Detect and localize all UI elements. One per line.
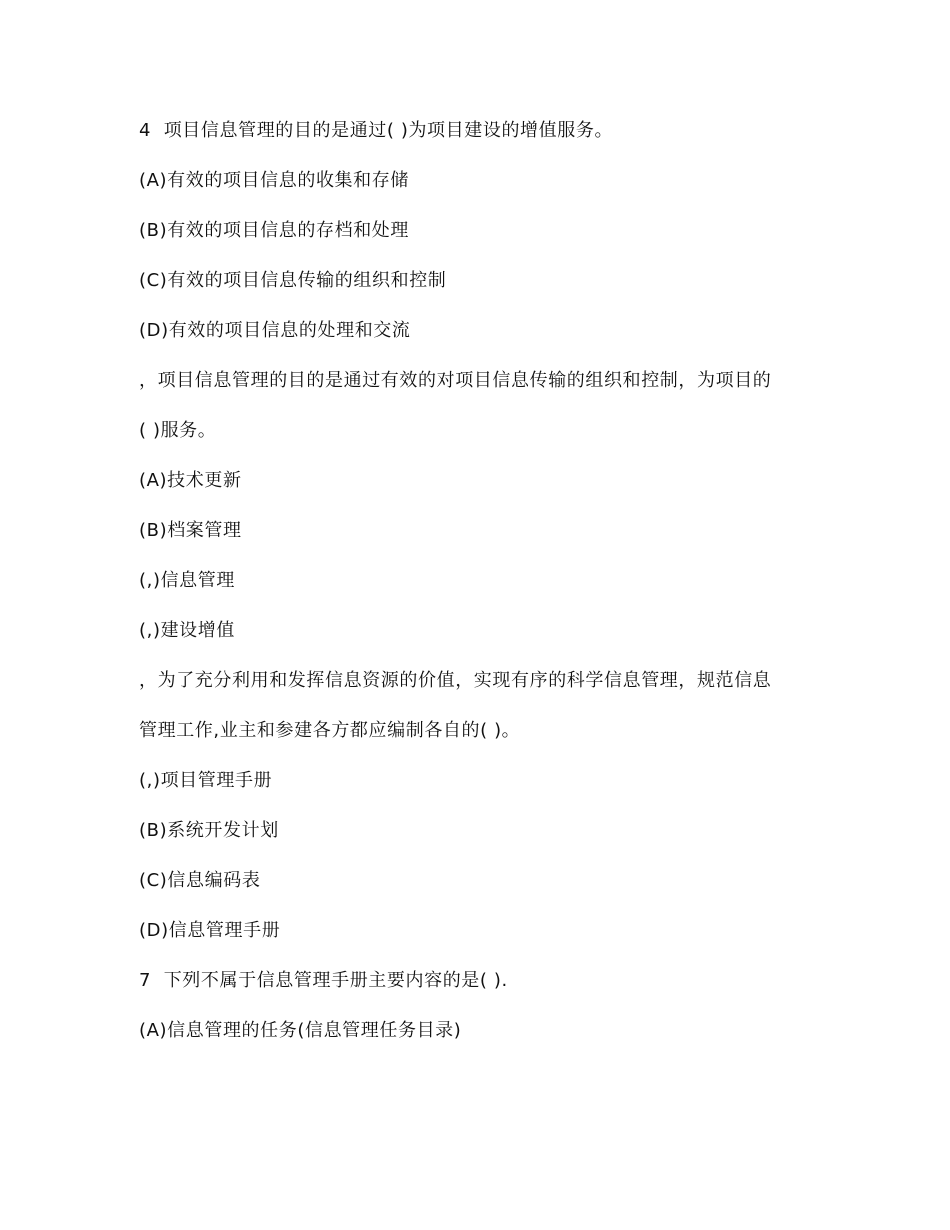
question-5-option-c: (,)信息管理 [139, 570, 235, 591]
question-4-stem: 4 项目信息管理的目的是通过( )为项目建设的增值服务。 [139, 120, 614, 141]
question-4-option-b: (B)有效的项目信息的存档和处理 [139, 220, 409, 241]
question-4-option-c: (C)有效的项目信息传输的组织和控制 [139, 270, 447, 291]
question-6-option-b: (B)系统开发计划 [139, 820, 279, 841]
question-6-option-d: (D)信息管理手册 [139, 920, 281, 941]
question-4-option-a: (A)有效的项目信息的收集和存储 [139, 170, 409, 191]
question-7-option-a: (A)信息管理的任务(信息管理任务目录) [139, 1020, 462, 1041]
question-7-stem: 7 下列不属于信息管理手册主要内容的是( ). [139, 970, 508, 991]
document-body [139, 116, 814, 1066]
question-5-stem-continued: ( )服务。 [139, 420, 217, 441]
question-6-option-c: (C)信息编码表 [139, 870, 261, 891]
question-4-option-d: (D)有效的项目信息的处理和交流 [139, 320, 411, 341]
question-6-stem-continued: 管理工作,业主和参建各方都应编制各自的( )。 [139, 720, 521, 741]
question-5-stem: ，项目信息管理的目的是通过有效的对项目信息传输的组织和控制，为项目的 [139, 370, 772, 391]
question-6-stem: ，为了充分利用和发挥信息资源的价值，实现有序的科学信息管理，规范信息 [139, 670, 772, 691]
question-5-option-b: (B)档案管理 [139, 520, 242, 541]
question-5-option-a: (A)技术更新 [139, 470, 242, 491]
question-5-option-d: (,)建设增值 [139, 620, 235, 641]
question-6-option-a: (,)项目管理手册 [139, 770, 273, 791]
